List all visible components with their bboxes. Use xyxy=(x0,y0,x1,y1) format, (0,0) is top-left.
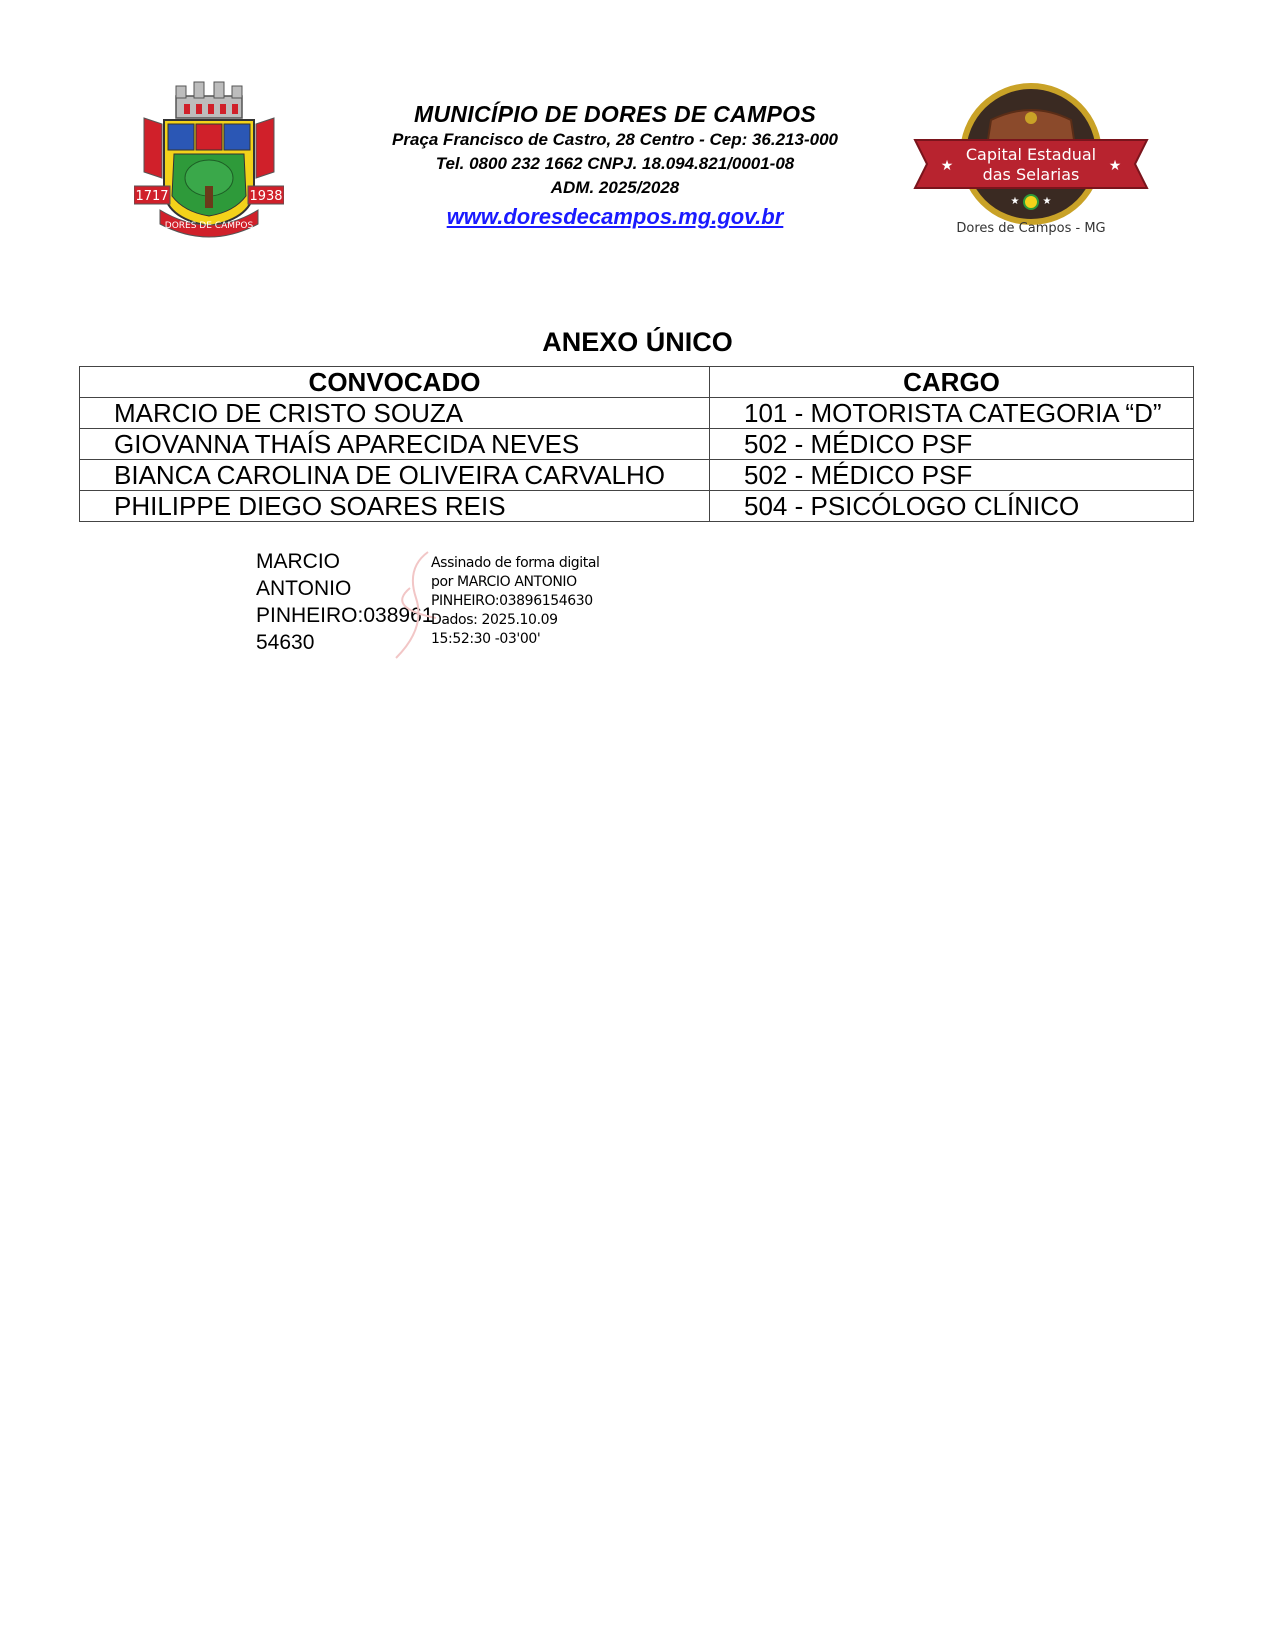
signer-name-line: 54630 xyxy=(256,631,315,654)
cargo: 502 - MÉDICO PSF xyxy=(710,460,1194,491)
convocado-name: PHILIPPE DIEGO SOARES REIS xyxy=(80,491,710,522)
logo-caption: Dores de Campos - MG xyxy=(956,221,1106,236)
address-line: Praça Francisco de Castro, 28 Centro - Cep: 36.213-000 xyxy=(392,130,838,149)
municipal-coat-of-arms-icon xyxy=(134,78,284,238)
saddle-logo-icon xyxy=(907,80,1155,244)
signature-detail-line: 15:52:30 -03'00' xyxy=(431,631,541,647)
table-row xyxy=(80,460,1194,491)
column-header-cargo: CARGO xyxy=(710,367,1194,398)
signer-name-line: MARCIO xyxy=(256,550,340,573)
table-header-row xyxy=(80,367,1194,398)
cargo: 502 - MÉDICO PSF xyxy=(710,429,1194,460)
signer-name-line: PINHEIRO:038961 xyxy=(256,604,434,627)
website-link[interactable]: www.doresdecampos.mg.gov.br xyxy=(446,204,784,229)
table-row xyxy=(80,398,1194,429)
digital-signature xyxy=(256,548,676,668)
annex-title: ANEXO ÚNICO xyxy=(542,327,733,357)
signature-detail-line: por MARCIO ANTONIO xyxy=(431,574,577,590)
logo-line2: das Selarias xyxy=(982,165,1080,184)
mural-crown xyxy=(176,82,242,118)
shield xyxy=(164,120,254,226)
convocado-name: BIANCA CAROLINA DE OLIVEIRA CARVALHO xyxy=(80,460,710,491)
logo-line1: Capital Estadual xyxy=(965,145,1097,164)
ribbon-text: DORES DE CAMPOS xyxy=(164,221,254,231)
table-row xyxy=(80,429,1194,460)
administration-line: ADM. 2025/2028 xyxy=(550,178,680,197)
column-header-convocado: CONVOCADO xyxy=(80,367,710,398)
cargo: 504 - PSICÓLOGO CLÍNICO xyxy=(710,491,1194,522)
cargo: 101 - MOTORISTA CATEGORIA “D” xyxy=(710,398,1194,429)
convocado-name: GIOVANNA THAÍS APARECIDA NEVES xyxy=(80,429,710,460)
small-star-icon: ★ xyxy=(1042,196,1052,207)
signature-details xyxy=(431,554,661,649)
convocados-table xyxy=(79,366,1194,522)
star-right-icon: ★ xyxy=(1108,157,1122,173)
year-right: 1938 xyxy=(249,189,283,204)
star-left-icon: ★ xyxy=(940,157,954,173)
municipality-title: MUNICÍPIO DE DORES DE CAMPOS xyxy=(414,101,816,127)
signature-detail-line: Dados: 2025.10.09 xyxy=(431,612,558,628)
contact-line: Tel. 0800 232 1662 CNPJ. 18.094.821/0001-08 xyxy=(435,154,795,173)
signer-name-line: ANTONIO xyxy=(256,577,352,600)
year-left: 1717 xyxy=(135,189,169,204)
signature-detail-line: PINHEIRO:03896154630 xyxy=(431,593,593,609)
letterhead xyxy=(340,100,890,232)
convocado-name: MARCIO DE CRISTO SOUZA xyxy=(80,398,710,429)
small-star-icon: ★ xyxy=(1010,196,1020,207)
signature-detail-line: Assinado de forma digital xyxy=(431,555,600,571)
table-row xyxy=(80,491,1194,522)
